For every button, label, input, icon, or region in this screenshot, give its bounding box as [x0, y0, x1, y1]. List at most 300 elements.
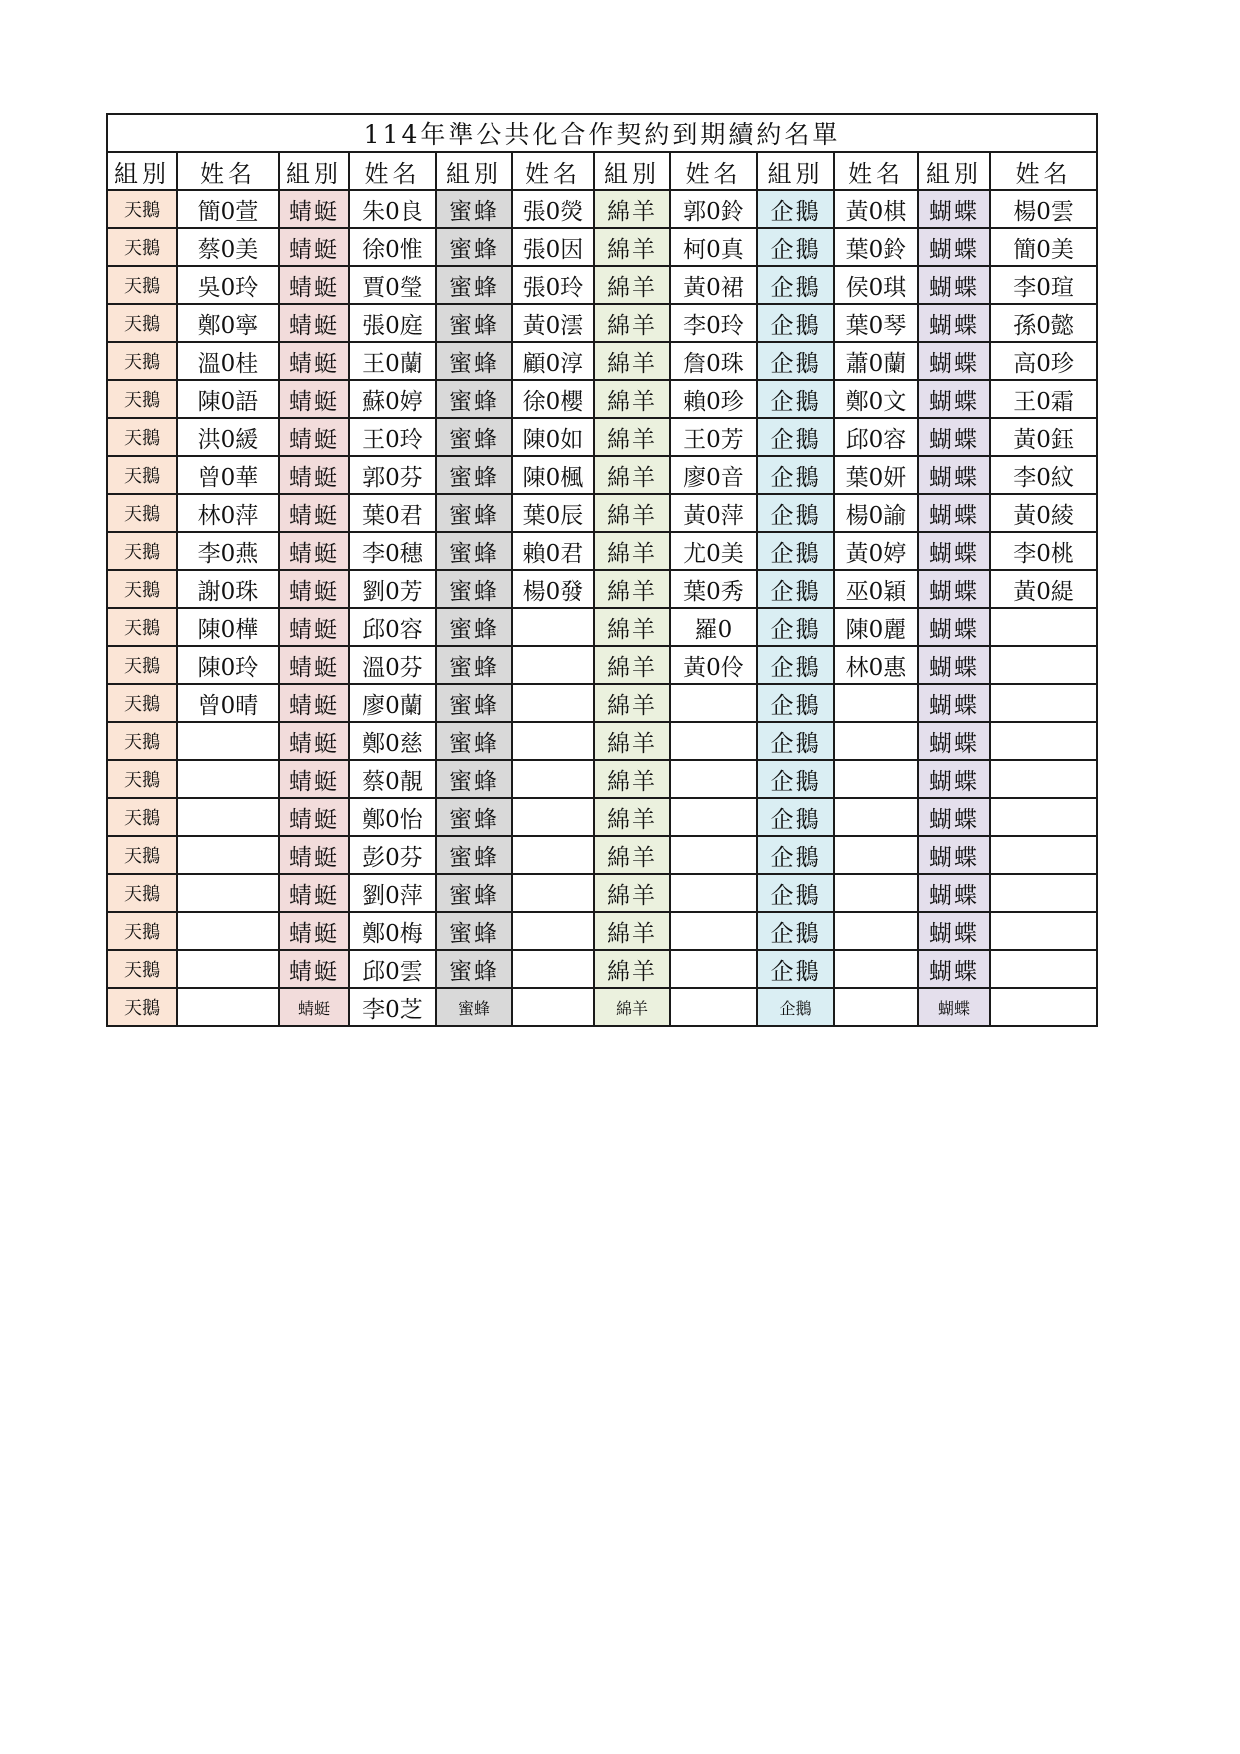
- group-cell: 綿羊: [594, 912, 670, 950]
- table-row: [107, 342, 1097, 380]
- name-cell: [512, 874, 594, 912]
- group-cell: 蝴蝶: [918, 494, 990, 532]
- table-row: [107, 380, 1097, 418]
- group-cell: 蝴蝶: [918, 304, 990, 342]
- column-header-row: [107, 152, 1097, 190]
- group-cell: 綿羊: [594, 646, 670, 684]
- name-cell: [834, 950, 918, 988]
- group-cell: 企鵝: [757, 646, 834, 684]
- group-cell: 蜻蜓: [279, 722, 349, 760]
- group-cell: 企鵝: [757, 722, 834, 760]
- group-cell: 綿羊: [594, 532, 670, 570]
- group-cell: 綿羊: [594, 456, 670, 494]
- name-cell: 鄭0慈: [349, 722, 436, 760]
- name-cell: 侯0琪: [834, 266, 918, 304]
- name-cell: 黃0萍: [670, 494, 757, 532]
- name-cell: 黃0裙: [670, 266, 757, 304]
- name-cell: 賈0瑩: [349, 266, 436, 304]
- group-cell: 蜻蜓: [279, 684, 349, 722]
- group-cell: 天鵝: [107, 646, 177, 684]
- name-cell: 黃0婷: [834, 532, 918, 570]
- name-cell: 王0蘭: [349, 342, 436, 380]
- name-cell: 邱0容: [349, 608, 436, 646]
- group-cell: 蜜蜂: [436, 456, 512, 494]
- group-cell: 企鵝: [757, 418, 834, 456]
- group-cell: 蝴蝶: [918, 190, 990, 228]
- name-cell: [990, 836, 1097, 874]
- group-cell: 綿羊: [594, 190, 670, 228]
- name-cell: 羅0: [670, 608, 757, 646]
- group-cell: 企鵝: [757, 228, 834, 266]
- name-cell: 王0玲: [349, 418, 436, 456]
- table-row: [107, 912, 1097, 950]
- group-cell: 蜜蜂: [436, 950, 512, 988]
- name-cell: 葉0琴: [834, 304, 918, 342]
- group-cell: 綿羊: [594, 836, 670, 874]
- group-cell: 蝴蝶: [918, 266, 990, 304]
- name-cell: 劉0芳: [349, 570, 436, 608]
- name-cell: 謝0珠: [177, 570, 279, 608]
- group-cell: 天鵝: [107, 532, 177, 570]
- name-cell: 楊0發: [512, 570, 594, 608]
- group-cell: 蝴蝶: [918, 684, 990, 722]
- group-cell: 企鵝: [757, 874, 834, 912]
- header-name: 姓名: [670, 152, 757, 190]
- group-cell: 企鵝: [757, 798, 834, 836]
- group-cell: 蜜蜂: [436, 342, 512, 380]
- group-cell: 天鵝: [107, 988, 177, 1026]
- table-row: [107, 950, 1097, 988]
- group-cell: 蜜蜂: [436, 228, 512, 266]
- name-cell: 葉0妍: [834, 456, 918, 494]
- name-cell: [670, 760, 757, 798]
- name-cell: 黃0棋: [834, 190, 918, 228]
- name-cell: 邱0容: [834, 418, 918, 456]
- group-cell: 蜻蜓: [279, 418, 349, 456]
- group-cell: 天鵝: [107, 608, 177, 646]
- table-row: [107, 798, 1097, 836]
- name-cell: 楊0諭: [834, 494, 918, 532]
- name-cell: [834, 798, 918, 836]
- name-cell: [177, 836, 279, 874]
- group-cell: 蝴蝶: [918, 836, 990, 874]
- name-cell: [834, 760, 918, 798]
- header-name: 姓名: [177, 152, 279, 190]
- group-cell: 綿羊: [594, 304, 670, 342]
- group-cell: 蜻蜓: [279, 988, 349, 1026]
- name-cell: [512, 912, 594, 950]
- group-cell: 蜜蜂: [436, 646, 512, 684]
- group-cell: 企鵝: [757, 570, 834, 608]
- name-cell: [990, 798, 1097, 836]
- group-cell: 蝴蝶: [918, 646, 990, 684]
- group-cell: 天鵝: [107, 570, 177, 608]
- group-cell: 蝴蝶: [918, 874, 990, 912]
- name-cell: 鄭0怡: [349, 798, 436, 836]
- name-cell: [177, 912, 279, 950]
- group-cell: 企鵝: [757, 988, 834, 1026]
- roster-body: [107, 190, 1097, 1026]
- name-cell: [670, 950, 757, 988]
- name-cell: 林0惠: [834, 646, 918, 684]
- name-cell: [512, 836, 594, 874]
- group-cell: 蜜蜂: [436, 874, 512, 912]
- name-cell: 李0紋: [990, 456, 1097, 494]
- name-cell: 陳0楓: [512, 456, 594, 494]
- group-cell: 天鵝: [107, 874, 177, 912]
- name-cell: [834, 874, 918, 912]
- renewal-roster-table: [106, 113, 1098, 1027]
- name-cell: [177, 760, 279, 798]
- group-cell: 綿羊: [594, 874, 670, 912]
- name-cell: 陳0麗: [834, 608, 918, 646]
- group-cell: 蜜蜂: [436, 760, 512, 798]
- group-cell: 天鵝: [107, 418, 177, 456]
- group-cell: 企鵝: [757, 266, 834, 304]
- table-row: [107, 494, 1097, 532]
- group-cell: 企鵝: [757, 760, 834, 798]
- name-cell: 簡0萱: [177, 190, 279, 228]
- header-group: 組別: [757, 152, 834, 190]
- table-row: [107, 836, 1097, 874]
- group-cell: 蝴蝶: [918, 988, 990, 1026]
- group-cell: 蜻蜓: [279, 570, 349, 608]
- name-cell: [512, 722, 594, 760]
- name-cell: [512, 684, 594, 722]
- group-cell: 企鵝: [757, 380, 834, 418]
- group-cell: 蜻蜓: [279, 190, 349, 228]
- name-cell: [990, 684, 1097, 722]
- name-cell: [512, 760, 594, 798]
- header-group: 組別: [918, 152, 990, 190]
- group-cell: 企鵝: [757, 836, 834, 874]
- name-cell: [512, 608, 594, 646]
- name-cell: 賴0君: [512, 532, 594, 570]
- name-cell: [990, 608, 1097, 646]
- name-cell: 洪0緩: [177, 418, 279, 456]
- group-cell: 天鵝: [107, 456, 177, 494]
- name-cell: 陳0如: [512, 418, 594, 456]
- name-cell: 朱0良: [349, 190, 436, 228]
- header-group: 組別: [279, 152, 349, 190]
- table-row: [107, 532, 1097, 570]
- name-cell: 曾0晴: [177, 684, 279, 722]
- group-cell: 綿羊: [594, 494, 670, 532]
- group-cell: 蜻蜓: [279, 494, 349, 532]
- group-cell: 綿羊: [594, 228, 670, 266]
- name-cell: 林0萍: [177, 494, 279, 532]
- group-cell: 天鵝: [107, 950, 177, 988]
- name-cell: [177, 874, 279, 912]
- name-cell: 陳0樺: [177, 608, 279, 646]
- group-cell: 蜜蜂: [436, 418, 512, 456]
- name-cell: 廖0蘭: [349, 684, 436, 722]
- group-cell: 蜻蜓: [279, 304, 349, 342]
- name-cell: 李0芝: [349, 988, 436, 1026]
- table-row: [107, 190, 1097, 228]
- name-cell: 鄭0梅: [349, 912, 436, 950]
- group-cell: 企鵝: [757, 304, 834, 342]
- name-cell: 陳0玲: [177, 646, 279, 684]
- name-cell: 簡0美: [990, 228, 1097, 266]
- group-cell: 天鵝: [107, 760, 177, 798]
- group-cell: 蜜蜂: [436, 190, 512, 228]
- name-cell: 尤0美: [670, 532, 757, 570]
- group-cell: 天鵝: [107, 228, 177, 266]
- name-cell: 李0桃: [990, 532, 1097, 570]
- name-cell: 李0玲: [670, 304, 757, 342]
- name-cell: [834, 684, 918, 722]
- table-row: [107, 456, 1097, 494]
- table-row: [107, 988, 1097, 1026]
- table-row: [107, 608, 1097, 646]
- group-cell: 天鵝: [107, 836, 177, 874]
- table-row: [107, 684, 1097, 722]
- group-cell: 蜜蜂: [436, 494, 512, 532]
- page-title: 114年準公共化合作契約到期續約名單: [107, 114, 1097, 152]
- name-cell: [834, 912, 918, 950]
- name-cell: 王0霜: [990, 380, 1097, 418]
- group-cell: 蜜蜂: [436, 608, 512, 646]
- name-cell: 徐0櫻: [512, 380, 594, 418]
- header-name: 姓名: [990, 152, 1097, 190]
- table-row: [107, 874, 1097, 912]
- name-cell: [512, 798, 594, 836]
- group-cell: 蝴蝶: [918, 760, 990, 798]
- name-cell: 張0玲: [512, 266, 594, 304]
- group-cell: 天鵝: [107, 342, 177, 380]
- group-cell: 蜜蜂: [436, 380, 512, 418]
- table-row: [107, 228, 1097, 266]
- name-cell: [990, 912, 1097, 950]
- name-cell: [670, 988, 757, 1026]
- group-cell: 蜻蜓: [279, 646, 349, 684]
- group-cell: 蝴蝶: [918, 912, 990, 950]
- name-cell: 蔡0靚: [349, 760, 436, 798]
- name-cell: [990, 950, 1097, 988]
- name-cell: [177, 950, 279, 988]
- name-cell: [834, 722, 918, 760]
- name-cell: [177, 988, 279, 1026]
- name-cell: 曾0華: [177, 456, 279, 494]
- group-cell: 蜻蜓: [279, 836, 349, 874]
- group-cell: 蜜蜂: [436, 798, 512, 836]
- group-cell: 綿羊: [594, 570, 670, 608]
- name-cell: 劉0萍: [349, 874, 436, 912]
- group-cell: 蜻蜓: [279, 266, 349, 304]
- name-cell: 溫0芬: [349, 646, 436, 684]
- header-group: 組別: [594, 152, 670, 190]
- group-cell: 綿羊: [594, 988, 670, 1026]
- group-cell: 蜜蜂: [436, 722, 512, 760]
- group-cell: 綿羊: [594, 950, 670, 988]
- name-cell: [990, 722, 1097, 760]
- name-cell: 葉0君: [349, 494, 436, 532]
- name-cell: 廖0音: [670, 456, 757, 494]
- group-cell: 天鵝: [107, 190, 177, 228]
- group-cell: 企鵝: [757, 494, 834, 532]
- name-cell: 黃0緹: [990, 570, 1097, 608]
- name-cell: 黃0伶: [670, 646, 757, 684]
- table-row: [107, 760, 1097, 798]
- group-cell: 蝴蝶: [918, 798, 990, 836]
- name-cell: [990, 874, 1097, 912]
- group-cell: 蝴蝶: [918, 228, 990, 266]
- group-cell: 蝴蝶: [918, 532, 990, 570]
- group-cell: 綿羊: [594, 798, 670, 836]
- group-cell: 企鵝: [757, 950, 834, 988]
- group-cell: 綿羊: [594, 684, 670, 722]
- name-cell: 張0因: [512, 228, 594, 266]
- group-cell: 綿羊: [594, 342, 670, 380]
- group-cell: 蜜蜂: [436, 570, 512, 608]
- group-cell: 蜻蜓: [279, 912, 349, 950]
- table-row: [107, 722, 1097, 760]
- name-cell: 高0珍: [990, 342, 1097, 380]
- name-cell: 王0芳: [670, 418, 757, 456]
- header-name: 姓名: [834, 152, 918, 190]
- group-cell: 企鵝: [757, 342, 834, 380]
- name-cell: [512, 646, 594, 684]
- name-cell: 李0瑄: [990, 266, 1097, 304]
- header-name: 姓名: [349, 152, 436, 190]
- group-cell: 企鵝: [757, 190, 834, 228]
- name-cell: [990, 646, 1097, 684]
- group-cell: 天鵝: [107, 722, 177, 760]
- name-cell: 張0庭: [349, 304, 436, 342]
- group-cell: 企鵝: [757, 608, 834, 646]
- name-cell: 孫0懿: [990, 304, 1097, 342]
- group-cell: 蜻蜓: [279, 950, 349, 988]
- name-cell: [990, 988, 1097, 1026]
- table-row: [107, 418, 1097, 456]
- group-cell: 蜻蜓: [279, 456, 349, 494]
- group-cell: 蝴蝶: [918, 722, 990, 760]
- group-cell: 企鵝: [757, 912, 834, 950]
- group-cell: 蝴蝶: [918, 380, 990, 418]
- group-cell: 天鵝: [107, 380, 177, 418]
- group-cell: 蜻蜓: [279, 874, 349, 912]
- name-cell: 李0穗: [349, 532, 436, 570]
- name-cell: 黃0鈺: [990, 418, 1097, 456]
- group-cell: 蜜蜂: [436, 684, 512, 722]
- name-cell: [834, 988, 918, 1026]
- group-cell: 綿羊: [594, 266, 670, 304]
- table-row: [107, 266, 1097, 304]
- group-cell: 蜜蜂: [436, 912, 512, 950]
- group-cell: 蜜蜂: [436, 266, 512, 304]
- name-cell: 鄭0文: [834, 380, 918, 418]
- name-cell: 蕭0蘭: [834, 342, 918, 380]
- name-cell: 巫0穎: [834, 570, 918, 608]
- name-cell: [670, 874, 757, 912]
- name-cell: 郭0鈴: [670, 190, 757, 228]
- name-cell: 柯0真: [670, 228, 757, 266]
- name-cell: 鄭0寧: [177, 304, 279, 342]
- group-cell: 蝴蝶: [918, 456, 990, 494]
- group-cell: 蜻蜓: [279, 228, 349, 266]
- group-cell: 蜜蜂: [436, 532, 512, 570]
- name-cell: 陳0語: [177, 380, 279, 418]
- table-row: [107, 570, 1097, 608]
- name-cell: 顧0淳: [512, 342, 594, 380]
- header-group: 組別: [436, 152, 512, 190]
- group-cell: 蜜蜂: [436, 304, 512, 342]
- group-cell: 蝴蝶: [918, 342, 990, 380]
- group-cell: 蜻蜓: [279, 342, 349, 380]
- group-cell: 蜜蜂: [436, 836, 512, 874]
- name-cell: [990, 760, 1097, 798]
- name-cell: 賴0珍: [670, 380, 757, 418]
- group-cell: 天鵝: [107, 266, 177, 304]
- group-cell: 天鵝: [107, 494, 177, 532]
- group-cell: 蝴蝶: [918, 950, 990, 988]
- group-cell: 蜻蜓: [279, 760, 349, 798]
- header-group: 組別: [107, 152, 177, 190]
- group-cell: 蜻蜓: [279, 532, 349, 570]
- name-cell: 張0熒: [512, 190, 594, 228]
- name-cell: 溫0桂: [177, 342, 279, 380]
- group-cell: 綿羊: [594, 760, 670, 798]
- group-cell: 天鵝: [107, 304, 177, 342]
- name-cell: 李0燕: [177, 532, 279, 570]
- name-cell: [512, 988, 594, 1026]
- name-cell: 蔡0美: [177, 228, 279, 266]
- group-cell: 天鵝: [107, 684, 177, 722]
- group-cell: 綿羊: [594, 722, 670, 760]
- group-cell: 蝴蝶: [918, 418, 990, 456]
- group-cell: 綿羊: [594, 608, 670, 646]
- name-cell: 吳0玲: [177, 266, 279, 304]
- name-cell: 邱0雲: [349, 950, 436, 988]
- name-cell: 蘇0婷: [349, 380, 436, 418]
- group-cell: 天鵝: [107, 912, 177, 950]
- group-cell: 綿羊: [594, 380, 670, 418]
- name-cell: 詹0珠: [670, 342, 757, 380]
- name-cell: 黃0綾: [990, 494, 1097, 532]
- name-cell: [670, 684, 757, 722]
- name-cell: 郭0芬: [349, 456, 436, 494]
- group-cell: 蜻蜓: [279, 798, 349, 836]
- name-cell: [177, 722, 279, 760]
- name-cell: [670, 912, 757, 950]
- group-cell: 蜻蜓: [279, 380, 349, 418]
- group-cell: 蜜蜂: [436, 988, 512, 1026]
- group-cell: 蝴蝶: [918, 570, 990, 608]
- name-cell: [670, 836, 757, 874]
- group-cell: 蝴蝶: [918, 608, 990, 646]
- group-cell: 企鵝: [757, 456, 834, 494]
- name-cell: 黃0澐: [512, 304, 594, 342]
- group-cell: 企鵝: [757, 532, 834, 570]
- name-cell: [512, 950, 594, 988]
- group-cell: 蜻蜓: [279, 608, 349, 646]
- group-cell: 天鵝: [107, 798, 177, 836]
- group-cell: 綿羊: [594, 418, 670, 456]
- name-cell: 葉0鈴: [834, 228, 918, 266]
- name-cell: [177, 798, 279, 836]
- table-row: [107, 304, 1097, 342]
- name-cell: 彭0芬: [349, 836, 436, 874]
- header-name: 姓名: [512, 152, 594, 190]
- name-cell: [670, 722, 757, 760]
- group-cell: 企鵝: [757, 684, 834, 722]
- table-row: [107, 646, 1097, 684]
- name-cell: [670, 798, 757, 836]
- name-cell: [834, 836, 918, 874]
- name-cell: 葉0秀: [670, 570, 757, 608]
- name-cell: 徐0惟: [349, 228, 436, 266]
